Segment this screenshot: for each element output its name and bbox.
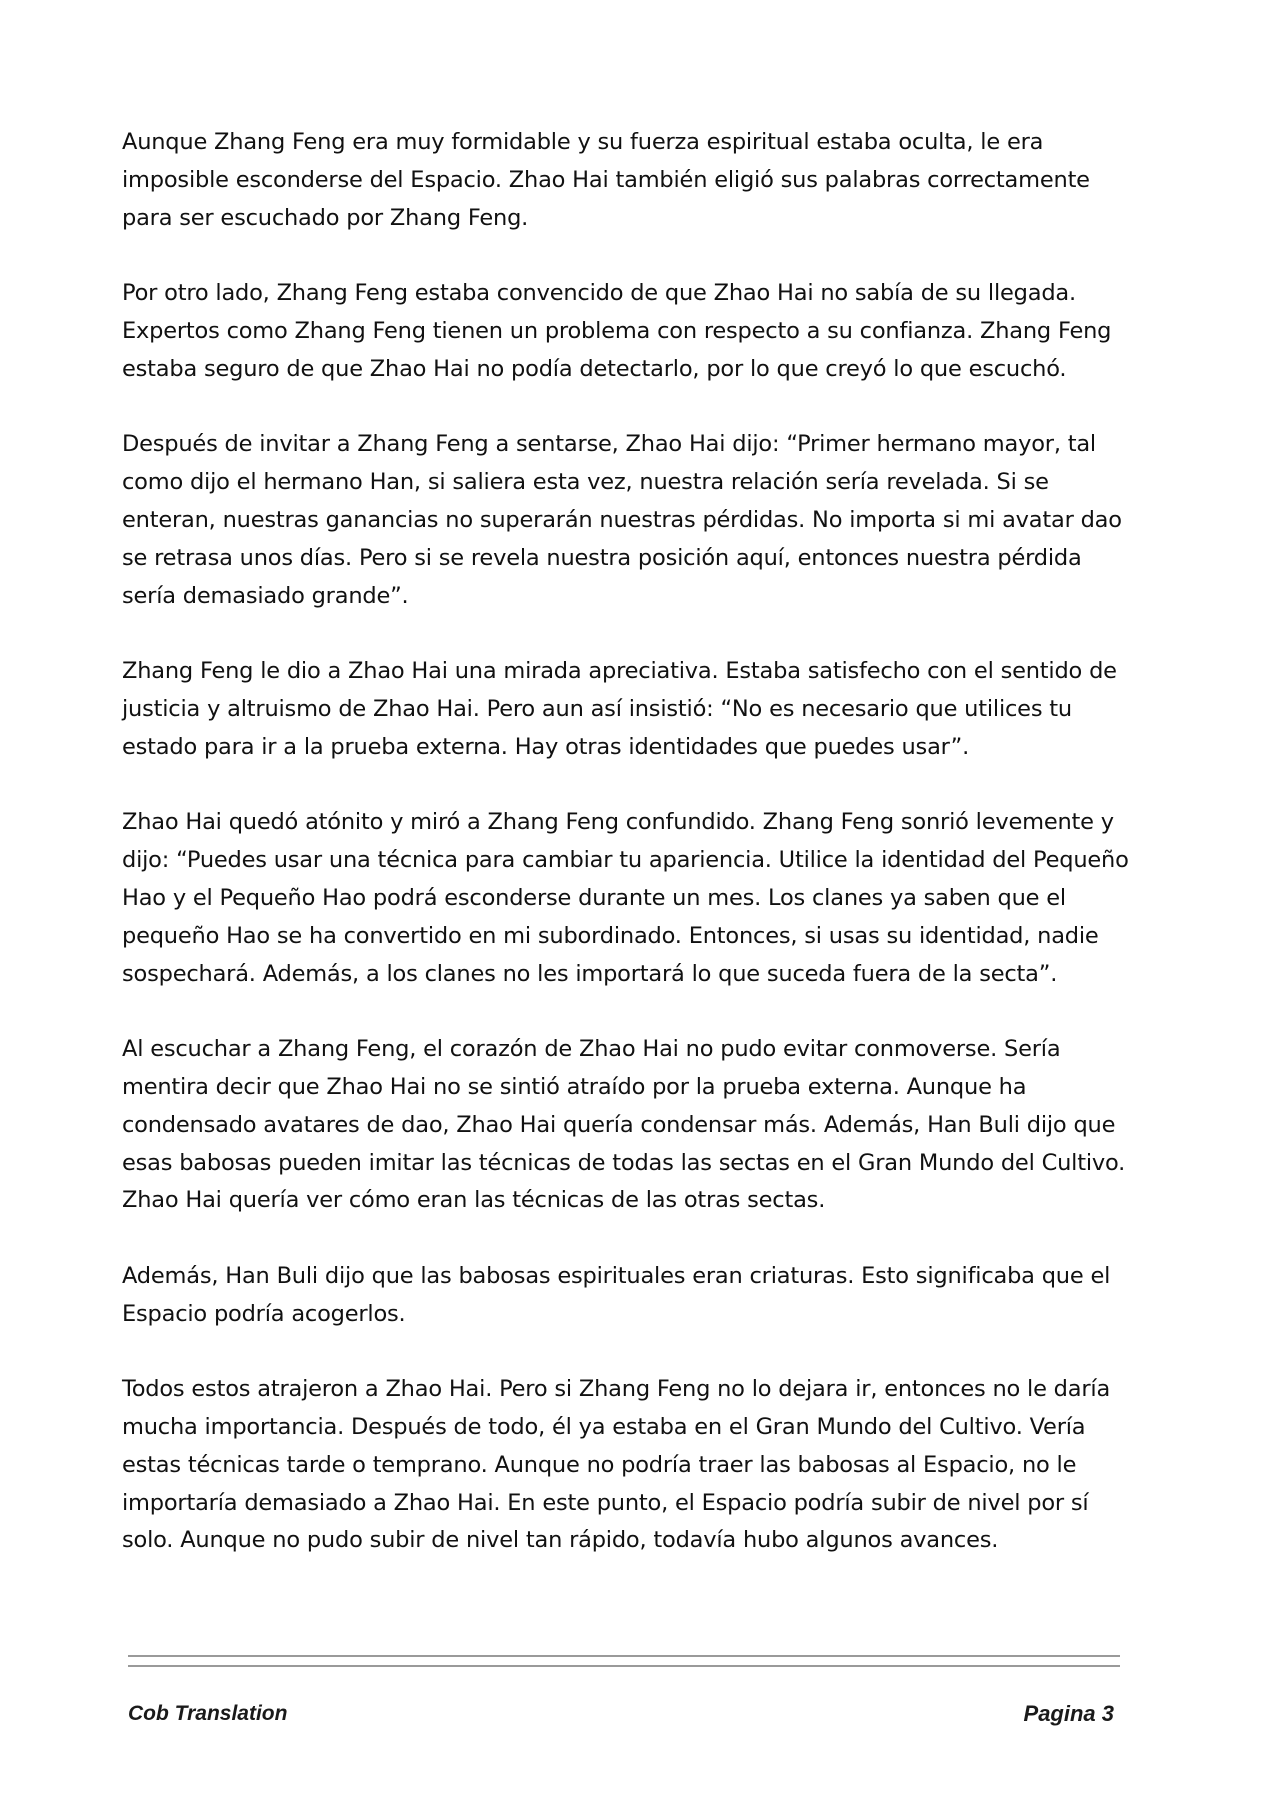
footer-page-number: Pagina 3 xyxy=(1023,1701,1114,1726)
paragraph: Además, Han Buli dijo que las babosas espirituales eran criaturas. Esto significaba que el Espacio podría acogerlos. xyxy=(122,1262,1111,1327)
paragraph: Zhao Hai quedó atónito y miró a Zhang Feng confundido. Zhang Feng sonrió levemente y dijo: “Puedes usar una técnica para cambiar tu apariencia. Utilice la identidad del Pequeño Hao y el Pequeño Hao podrá esconderse durante un mes. Los clanes ya saben que el pequeño Hao se ha convertido en mi subordinado. Entonces, si usas su identidad, nadie sospechará. Además, a los clanes no les importará lo que suceda fuera de la secta”. xyxy=(122,809,1129,987)
paragraph: Al escuchar a Zhang Feng, el corazón de Zhao Hai no pudo evitar conmoverse. Sería mentira decir que Zhao Hai no se sintió atraído por la prueba externa. Aunque ha condensado avatares de dao, Zhao Hai quería condensar más. Además, Han Buli dijo que esas babosas pueden imitar las técnicas de todas las sectas en el Gran Mundo del Cultivo. Zhao Hai quería ver cómo eran las técnicas de las otras sectas. xyxy=(122,1036,1126,1214)
paragraph: Aunque Zhang Feng era muy formidable y su fuerza espiritual estaba oculta, le era imposible esconderse del Espacio. Zhao Hai también eligió sus palabras correctamente para ser escuchado por Zhang Feng. xyxy=(122,129,1090,231)
paragraph: Todos estos atrajeron a Zhao Hai. Pero si Zhang Feng no lo dejara ir, entonces no le daría mucha importancia. Después de todo, él ya estaba en el Gran Mundo del Cultivo. Vería estas técnicas tarde o temprano. Aunque no podría traer las babosas al Espacio, no le importaría demasiado a Zhao Hai. En este punto, el Espacio podría subir de nivel por sí solo. Aunque no pudo subir de nivel tan rápido, todavía hubo algunos avances. xyxy=(122,1376,1111,1554)
footer-divider-top xyxy=(128,1655,1120,1657)
paragraph: Después de invitar a Zhang Feng a sentarse, Zhao Hai dijo: “Primer hermano mayor, tal como dijo el hermano Han, si saliera esta vez, nuestra relación sería revelada. Si se enteran, nuestras ganancias no superarán nuestras pérdidas. No importa si mi avatar dao se retrasa unos días. Pero si se revela nuestra posición aquí, entonces nuestra pérdida sería demasiado grande”. xyxy=(122,431,1122,609)
paragraph: Por otro lado, Zhang Feng estaba convencido de que Zhao Hai no sabía de su llegada. Expertos como Zhang Feng tienen un problema con respecto a su confianza. Zhang Feng estaba seguro de que Zhao Hai no podía detectarlo, por lo que creyó lo que escuchó. xyxy=(122,280,1112,382)
footer-divider-bottom xyxy=(128,1665,1120,1667)
paragraph: Zhang Feng le dio a Zhao Hai una mirada apreciativa. Estaba satisfecho con el sentido de justicia y altruismo de Zhao Hai. Pero aun así insistió: “No es necesario que utilices tu estado para ir a la prueba externa. Hay otras identidades que puedes usar”. xyxy=(122,658,1117,760)
footer-translator-credit: Cob Translation xyxy=(128,1702,288,1725)
body-text xyxy=(122,124,1132,1598)
